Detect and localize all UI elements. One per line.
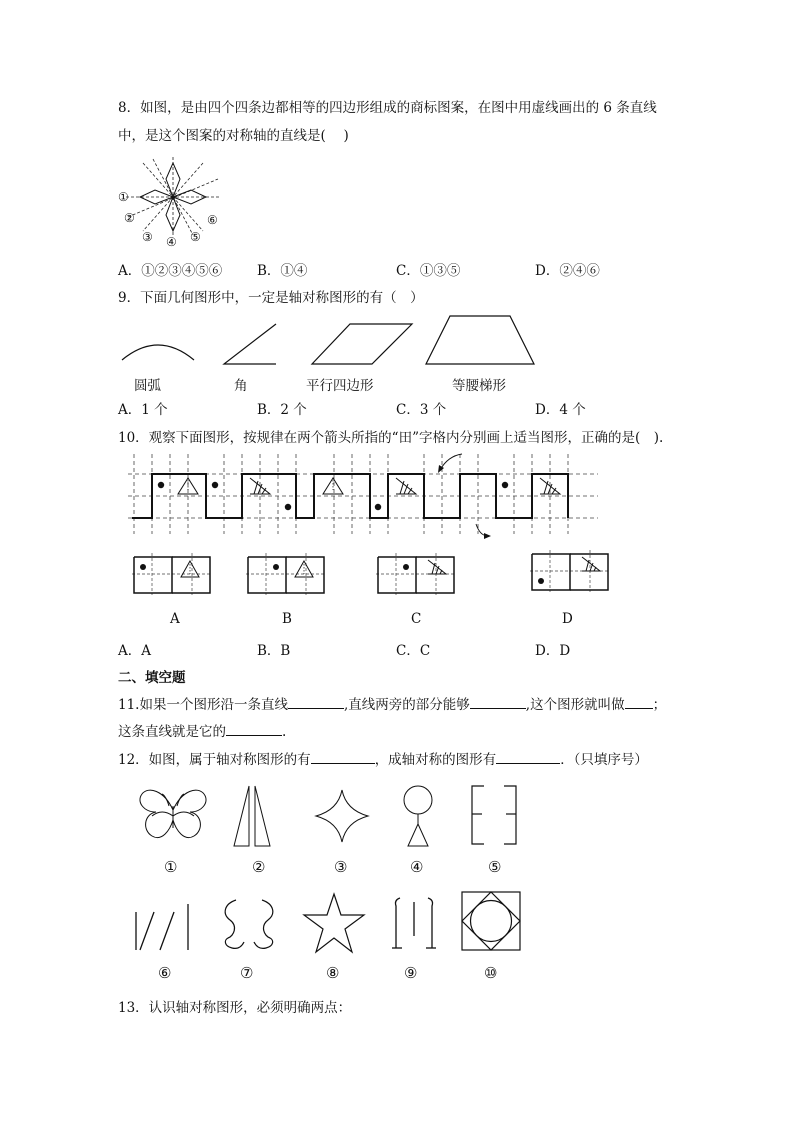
q8-option-d[interactable]: D．②④⑥ [535, 263, 600, 279]
q8-text-line2: 中，是这个图案的对称轴的直线是( ) [118, 128, 349, 144]
q12-label-7: ⑦ [240, 964, 254, 982]
q8-option-a[interactable]: A．①②③④⑤⑥ [118, 263, 223, 279]
q10-option-a[interactable]: A．A [118, 643, 151, 659]
q10-choice-d-figure [530, 550, 610, 592]
q12-figure-7-curves [220, 896, 278, 954]
q10-choice-c-figure [376, 553, 456, 595]
q8-label-1: ① [118, 190, 129, 204]
q11-text-part1: 11.如果一个图形沿一条直线 [118, 697, 288, 713]
q9-option-c[interactable]: C．3 个 [396, 402, 447, 418]
q8-option-c[interactable]: C．①③⑤ [396, 263, 461, 279]
q13-text: 13．认识轴对称图形，必须明确两点： [118, 1000, 352, 1016]
q9-caption-angle: 角 [234, 378, 248, 394]
q12-figure-4-circle-triangle [398, 784, 438, 848]
q12-figure-8-star [302, 892, 366, 954]
q10-choice-a-figure [132, 553, 212, 595]
q11-text-part2: ,直线两旁的部分能够 [343, 697, 470, 713]
q12-figure-2-triangles [232, 784, 272, 848]
q10-choice-label-d: D [562, 611, 573, 627]
q9-caption-trapezoid: 等腰梯形 [452, 378, 506, 394]
q10-option-b[interactable]: B．B [257, 643, 291, 659]
q10-pattern-strip [118, 450, 600, 545]
q12-label-5: ⑤ [488, 858, 502, 876]
q11-blank-3[interactable] [625, 696, 653, 709]
q12-label-6: ⑥ [158, 964, 172, 982]
q9-option-a[interactable]: A．1 个 [118, 402, 168, 418]
q8-label-5: ⑤ [190, 230, 201, 244]
q12-figure-9-lines [390, 892, 438, 952]
q11-line2-part1: 这条直线就是它的 [118, 724, 226, 740]
q10-choice-label-c: C [411, 611, 422, 627]
q11-blank-2[interactable] [470, 696, 526, 709]
q12-label-10: ⑩ [484, 964, 498, 982]
q10-choice-label-b: B [282, 611, 292, 627]
q12-label-3: ③ [334, 858, 348, 876]
q12-figure-1-butterfly [136, 786, 210, 846]
q11-line1 [118, 693, 666, 713]
q12-label-4: ④ [410, 858, 424, 876]
q12-figure-10-square-circle [460, 890, 522, 952]
q12-blank-1[interactable] [311, 751, 375, 764]
q12-text-part2: ，成轴对称的图形有 [374, 752, 497, 768]
q9-option-b[interactable]: B．2 个 [257, 402, 307, 418]
q9-parallelogram-figure [310, 322, 414, 366]
q10-choice-label-a: A [170, 611, 180, 627]
q11-line2 [118, 720, 286, 740]
q8-label-2: ② [124, 211, 135, 225]
q9-text: 9．下面几何图形中，一定是轴对称图形的有（ ） [118, 290, 424, 306]
q12-label-8: ⑧ [326, 964, 340, 982]
q11-blank-1[interactable] [288, 696, 344, 709]
q12-figure-6-strokes [130, 900, 192, 954]
q8-text-line1: 8．如图，是由四个四条边都相等的四边形组成的商标图案，在图中用虚线画出的 6 条直线 [118, 100, 657, 116]
q11-blank-4[interactable] [226, 723, 282, 736]
q12-blank-2[interactable] [496, 751, 560, 764]
q9-angle-figure [222, 322, 278, 366]
q11-line2-part2: . [282, 724, 287, 740]
q11-text-part4: ； [652, 697, 667, 713]
q9-caption-arc: 圆弧 [134, 378, 161, 394]
section-heading: 二、填空题 [118, 670, 186, 686]
q8-label-4: ④ [166, 235, 177, 249]
q8-label-3: ③ [142, 230, 153, 244]
q9-trapezoid-figure [424, 314, 536, 366]
q12-figure-3-star [314, 788, 370, 844]
q12-label-1: ① [164, 858, 178, 876]
q12-label-2: ② [252, 858, 266, 876]
q12-figure-5-brackets [470, 784, 518, 846]
q10-option-d[interactable]: D．D [535, 643, 571, 659]
q9-arc-figure [120, 336, 196, 364]
q12-line [118, 748, 648, 768]
q9-caption-parallelogram: 平行四边形 [306, 378, 374, 394]
q8-label-6: ⑥ [207, 213, 218, 227]
q11-text-part3: ,这个图形就叫做 [525, 697, 625, 713]
q9-option-d[interactable]: D．4 个 [535, 402, 586, 418]
q10-option-c[interactable]: C．C [396, 643, 431, 659]
q12-label-9: ⑨ [404, 964, 418, 982]
q10-choice-b-figure [246, 553, 326, 595]
q10-text: 10．观察下面图形，按规律在两个箭头所指的“田”字格内分别画上适当图形，正确的是( ). [118, 430, 664, 446]
q8-option-b[interactable]: B．①④ [257, 263, 308, 279]
q12-text-part3: ．（只填序号） [560, 752, 648, 768]
q12-text-part1: 12．如图，属于轴对称图形的有 [118, 752, 311, 768]
